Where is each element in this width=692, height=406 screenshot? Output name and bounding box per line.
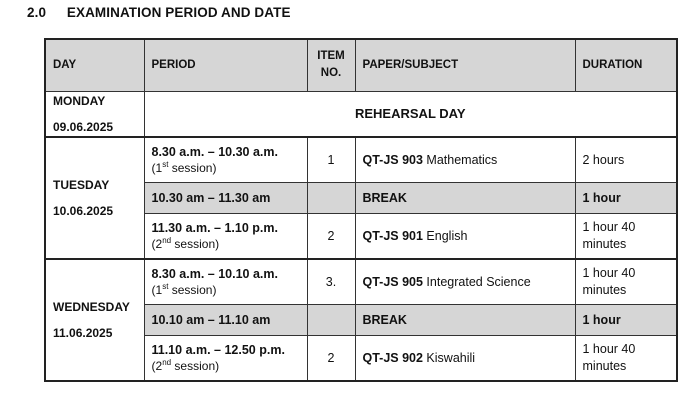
period-cell: [144, 259, 307, 305]
session-label: (1st session): [151, 159, 217, 175]
period-cell: [144, 137, 307, 183]
subject-cell: [355, 137, 575, 183]
break-label: BREAK: [355, 182, 575, 213]
break-period: 10.10 am – 11.10 am: [144, 304, 307, 335]
period-time: 11.30 a.m. – 1.10 p.m.: [151, 220, 278, 235]
item-no-empty: [307, 182, 355, 213]
subject-cell: [355, 335, 575, 381]
period-cell: [144, 335, 307, 381]
table-row: [45, 91, 677, 137]
session-label: (2nd session): [151, 235, 220, 251]
day-cell-tuesday: [45, 137, 144, 259]
duration-cell: 2 hours: [575, 137, 677, 183]
day-date: 10.06.2025: [53, 203, 114, 218]
subject-code: QT-JS 905: [362, 274, 423, 289]
section-heading: [27, 5, 291, 20]
item-no: 2: [307, 335, 355, 381]
period-time: 8.30 a.m. – 10.10 a.m.: [151, 266, 278, 281]
break-duration: 1 hour: [575, 182, 677, 213]
day-date: 11.06.2025: [53, 325, 113, 340]
header-row: [45, 39, 677, 91]
subject-name: Mathematics: [422, 152, 498, 167]
subject-code: QT-JS 901: [362, 228, 423, 243]
day-cell-monday: [45, 91, 144, 137]
period-time: 8.30 a.m. – 10.30 a.m.: [151, 144, 278, 159]
period-cell: [144, 213, 307, 259]
break-period: 10.30 am – 11.30 am: [144, 182, 307, 213]
item-no-empty: [307, 304, 355, 335]
duration-cell: 1 hour 40 minutes: [575, 335, 677, 381]
rehearsal-cell: REHEARSAL DAY: [144, 91, 677, 137]
section-title: EXAMINATION PERIOD AND DATE: [66, 5, 291, 20]
break-label: BREAK: [355, 304, 575, 335]
session-label: (1st session): [151, 281, 217, 297]
header-day: DAY: [45, 39, 144, 91]
period-time: 11.10 a.m. – 12.50 p.m.: [151, 342, 285, 357]
duration-cell: 1 hour 40 minutes: [575, 259, 677, 305]
subject-name: Integrated Science: [422, 274, 531, 289]
day-name: WEDNESDAY: [53, 299, 130, 314]
day-name: TUESDAY: [53, 177, 110, 192]
break-duration: 1 hour: [575, 304, 677, 335]
table-row: [45, 137, 677, 183]
header-duration: DURATION: [575, 39, 677, 91]
item-no: 2: [307, 213, 355, 259]
duration-cell: 1 hour 40 minutes: [575, 213, 677, 259]
header-item-line2: NO.: [320, 67, 342, 80]
header-item-line1: ITEM: [317, 50, 345, 63]
header-period: PERIOD: [144, 39, 307, 91]
subject-name: English: [422, 228, 468, 243]
day-name: MONDAY: [53, 93, 106, 108]
subject-cell: [355, 213, 575, 259]
day-date: 09.06.2025: [53, 119, 114, 134]
session-label: (2nd session): [151, 357, 220, 373]
exam-timetable: [44, 38, 678, 382]
header-subject: PAPER/SUBJECT: [355, 39, 575, 91]
table-row: [45, 259, 677, 305]
item-no: 3.: [307, 259, 355, 305]
subject-code: QT-JS 902: [362, 350, 423, 365]
subject-cell: [355, 259, 575, 305]
subject-code: QT-JS 903: [362, 152, 423, 167]
header-item-no: [307, 39, 355, 91]
item-no: 1: [307, 137, 355, 183]
subject-name: Kiswahili: [422, 350, 476, 365]
section-number: 2.0: [27, 5, 47, 20]
day-cell-wednesday: [45, 259, 144, 381]
